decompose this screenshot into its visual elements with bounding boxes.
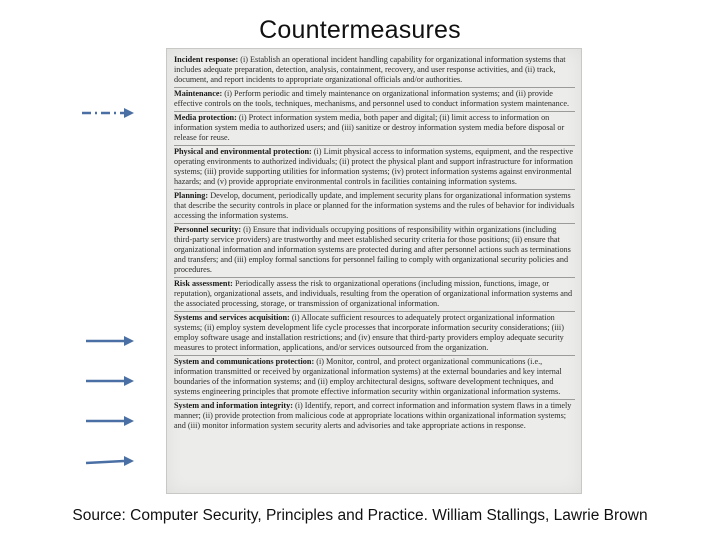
- entry-term: Systems and services acquisition:: [174, 313, 290, 322]
- entry-maintenance: [174, 88, 575, 112]
- scanned-table: [166, 48, 582, 494]
- entry-term: Personnel security:: [174, 225, 242, 234]
- entry-text: Periodically assess the risk to organizational operations (including mission, functions, image, or reputation), organizational assets, and individuals, resulting from the operation of organizational information systems and the associated processing, storage, or transmission of organizational information.: [174, 279, 573, 308]
- entry-text: (i) Allocate sufficient resources to adequately protect organizational information systems; (ii) employ system development life cycle processes that incorporate information security considerations; (iii) employ software usage and installation restrictions; and (iv) ensure that third-party providers employ adequate security measures to protect information, applications, and/or services outsourced from the organization.: [174, 313, 564, 352]
- entry-term: System and communications protection:: [174, 357, 315, 366]
- entry-term: Risk assessment:: [174, 279, 233, 288]
- slide-title: Countermeasures: [259, 16, 461, 44]
- entry-incident-response: [174, 54, 575, 88]
- entry-systems-services-acquisition: [174, 312, 575, 356]
- arrow-right-icon: [86, 336, 134, 346]
- entry-media-protection: [174, 112, 575, 146]
- arrow-right-icon: [86, 416, 134, 426]
- entry-system-communications-protection: [174, 356, 575, 400]
- entry-term: System and information integrity:: [174, 401, 293, 410]
- entry-personnel-security: [174, 224, 575, 278]
- entry-text: (i) Identify, report, and correct information and information system flaws in a timely manner; (ii) provide protection from malicious code at appropriate locations within organizational information systems; and (iii) monitor information system security alerts and advisories and take appropriate actions in response.: [174, 401, 572, 430]
- entry-term: Incident response:: [174, 55, 239, 64]
- entry-text: (i) Protect information system media, both paper and digital; (ii) limit access to information on information system media to authorized users; and (iii) sanitize or destroy information system media before disposal or release for reuse.: [174, 113, 565, 142]
- entry-text: (i) Establish an operational incident handling capability for organizational information systems that includes adequate preparation, detection, analysis, containment, recovery, and user response activities, and (ii) track, document, and report incidents to appropriate organizational officials and/or authorities.: [174, 55, 566, 84]
- entry-term: Planning:: [174, 191, 209, 200]
- entry-term: Media protection:: [174, 113, 237, 122]
- entry-text: (i) Perform periodic and timely maintenance on organizational information systems; and (ii) provide effective controls on the tools, techniques, mechanisms, and personnel used to conduct information system maintenance.: [174, 89, 570, 108]
- source-citation: Source: Computer Security, Principles and Practice. William Stallings, Lawrie Brown: [72, 507, 648, 524]
- entry-risk-assessment: [174, 278, 575, 312]
- entry-planning: [174, 190, 575, 224]
- entry-system-information-integrity: [174, 400, 575, 433]
- entry-physical-environmental-protection: [174, 146, 575, 190]
- arrow-right-icon: [86, 456, 134, 466]
- dash-dot-arrow-right-icon: [82, 108, 134, 118]
- arrow-right-icon: [86, 376, 134, 386]
- entry-term: Maintenance:: [174, 89, 223, 98]
- entry-term: Physical and environmental protection:: [174, 147, 312, 156]
- entry-text: (i) Monitor, control, and protect organizational communications (i.e., information transmitted or received by organizational information systems) at the external boundaries and key internal boundaries of the information systems; and (ii) employ architectural designs, software development techniques, and systems engineering principles that promote effective information security within organizational information systems.: [174, 357, 562, 396]
- entry-text: Develop, document, periodically update, and implement security plans for organizational information systems that describe the security controls in place or planned for the information systems and the rules of behavior for individuals accessing the information systems.: [174, 191, 575, 220]
- entry-text: (i) Ensure that individuals occupying positions of responsibility within organizations (including third-party service providers) are trustworthy and meet established security criteria for those positions; (ii) ensure that organizational information and information systems are protected during and after personnel actions such as terminations and transfers; and (iii) employ formal sanctions for personnel failing to comply with organizational security policies and procedures.: [174, 225, 571, 274]
- entry-text: (i) Limit physical access to information systems, equipment, and the respective operating environments to authorized individuals; (ii) protect the physical plant and support infrastructure for information systems; (iii) provide supporting utilities for information systems; (iv) protect information systems against environmental hazards; and (v) provide appropriate environmental controls in facilities containing information systems.: [174, 147, 573, 186]
